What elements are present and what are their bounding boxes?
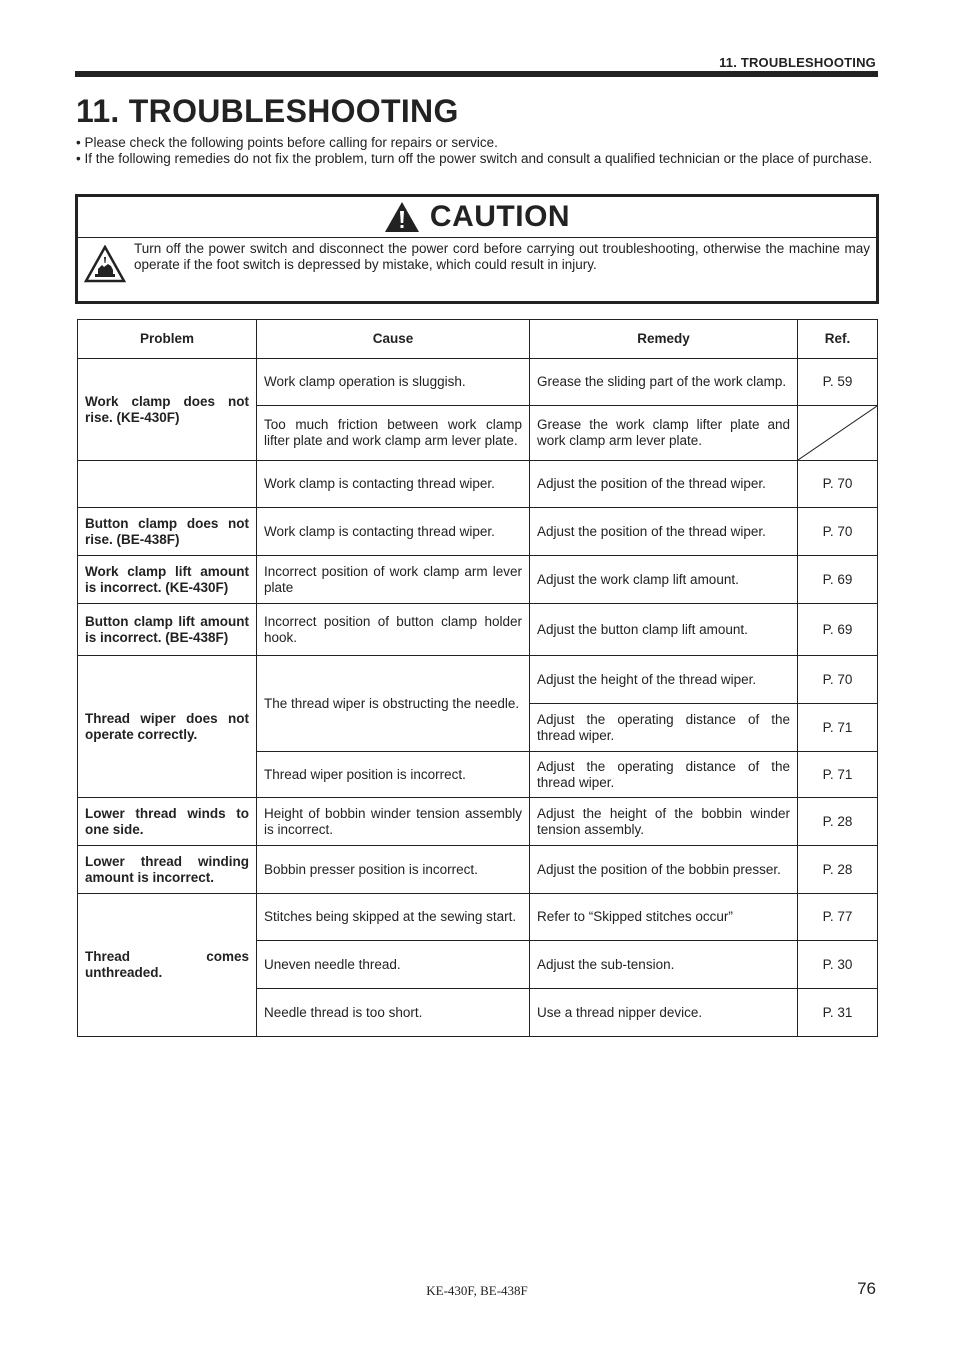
table-header-row xyxy=(78,320,878,359)
remedy-cell: Adjust the position of the thread wiper. xyxy=(530,508,798,556)
remedy-cell: Use a thread nipper device. xyxy=(530,989,798,1037)
ref-cell: P. 59 xyxy=(798,359,878,406)
remedy-cell: Adjust the position of the thread wiper. xyxy=(530,461,798,508)
intro-note: • If the following remedies do not fix the problem, turn off the power switch and consult a qualified technician or the place of purchase. xyxy=(76,151,873,166)
cause-cell: Height of bobbin winder tension assembly is incorrect. xyxy=(257,798,530,846)
remedy-cell: Adjust the button clamp lift amount. xyxy=(530,604,798,656)
column-header-ref: Ref. xyxy=(798,320,878,359)
table-row xyxy=(78,846,878,894)
table-row xyxy=(78,359,878,406)
table-row xyxy=(78,604,878,656)
ref-cell: P. 28 xyxy=(798,846,878,894)
cause-cell: Bobbin presser position is incorrect. xyxy=(257,846,530,894)
model-label: KE-430F, BE-438F xyxy=(426,1283,528,1298)
problem-cell: Work clamp lift amount is incorrect. (KE-430F) xyxy=(78,556,257,604)
ref-cell: P. 69 xyxy=(798,556,878,604)
page-number: 76 xyxy=(857,1279,876,1298)
cause-cell: Work clamp operation is sluggish. xyxy=(257,359,530,406)
cause-cell: Needle thread is too short. xyxy=(257,989,530,1037)
remedy-cell: Adjust the height of the thread wiper. xyxy=(530,656,798,704)
problem-cell: Thread wiper does not operate correctly. xyxy=(78,656,257,798)
cause-cell: Incorrect position of button clamp holder hook. xyxy=(257,604,530,656)
cause-cell: The thread wiper is obstructing the needle. xyxy=(257,656,530,752)
intro-note: • Please check the following points before calling for repairs or service. xyxy=(76,135,498,150)
cause-cell: Uneven needle thread. xyxy=(257,941,530,989)
warning-triangle-icon xyxy=(384,201,420,233)
remedy-cell: Grease the sliding part of the work clamp. xyxy=(530,359,798,406)
intro-notes xyxy=(76,135,876,167)
caution-text: Turn off the power switch and disconnect the power cord before carrying out troubleshooting, otherwise the machine may operate if the foot switch is depressed by mistake, which could result in injury. xyxy=(134,241,870,272)
table-row xyxy=(78,556,878,604)
section-header-label: 11. TROUBLESHOOTING xyxy=(719,55,876,70)
column-header-problem: Problem xyxy=(78,320,257,359)
column-header-cause: Cause xyxy=(257,320,530,359)
page-title: 11. TROUBLESHOOTING xyxy=(76,93,459,129)
remedy-cell: Adjust the height of the bobbin winder tension assembly. xyxy=(530,798,798,846)
remedy-cell: Grease the work clamp lifter plate and work clamp arm lever plate. xyxy=(530,406,798,461)
ref-cell: P. 71 xyxy=(798,704,878,752)
cause-cell: Stitches being skipped at the sewing start. xyxy=(257,894,530,941)
problem-cell xyxy=(78,461,257,508)
remedy-cell: Adjust the operating distance of the thread wiper. xyxy=(530,752,798,798)
problem-cell: Lower thread winds to one side. xyxy=(78,798,257,846)
problem-cell: Button clamp lift amount is incorrect. (BE-438F) xyxy=(78,604,257,656)
table-row xyxy=(78,798,878,846)
table-row xyxy=(78,894,878,941)
cause-cell: Too much friction between work clamp lifter plate and work clamp arm lever plate. xyxy=(257,406,530,461)
problem-cell: Work clamp does not rise. (KE-430F) xyxy=(78,359,257,461)
remedy-cell: Adjust the operating distance of the thread wiper. xyxy=(530,704,798,752)
hand-hazard-icon xyxy=(84,245,126,283)
ref-cell-not-applicable xyxy=(798,406,878,461)
ref-cell: P. 69 xyxy=(798,604,878,656)
ref-cell: P. 71 xyxy=(798,752,878,798)
problem-cell: Button clamp does not rise. (BE-438F) xyxy=(78,508,257,556)
ref-cell: P. 70 xyxy=(798,461,878,508)
remedy-cell: Adjust the position of the bobbin presser. xyxy=(530,846,798,894)
ref-cell: P. 77 xyxy=(798,894,878,941)
cause-cell: Incorrect position of work clamp arm lever plate xyxy=(257,556,530,604)
diagonal-strike-icon xyxy=(798,406,877,460)
ref-cell: P. 31 xyxy=(798,989,878,1037)
remedy-cell: Adjust the work clamp lift amount. xyxy=(530,556,798,604)
table-row xyxy=(78,508,878,556)
remedy-cell: Adjust the sub-tension. xyxy=(530,941,798,989)
caution-title: CAUTION xyxy=(429,200,571,233)
caution-body xyxy=(78,238,876,283)
ref-cell: P. 70 xyxy=(798,508,878,556)
cause-cell: Thread wiper position is incorrect. xyxy=(257,752,530,798)
column-header-remedy: Remedy xyxy=(530,320,798,359)
cause-cell: Work clamp is contacting thread wiper. xyxy=(257,461,530,508)
table-row xyxy=(78,461,878,508)
caution-box xyxy=(75,194,879,304)
header-rule xyxy=(75,71,878,77)
table-row xyxy=(78,656,878,704)
troubleshooting-table xyxy=(77,319,878,1037)
ref-cell: P. 70 xyxy=(798,656,878,704)
cause-cell: Work clamp is contacting thread wiper. xyxy=(257,508,530,556)
remedy-cell: Refer to “Skipped stitches occur” xyxy=(530,894,798,941)
ref-cell: P. 28 xyxy=(798,798,878,846)
ref-cell: P. 30 xyxy=(798,941,878,989)
problem-cell: Lower thread winding amount is incorrect. xyxy=(78,846,257,894)
caution-header xyxy=(78,197,876,238)
problem-cell: Thread comes unthreaded. xyxy=(78,894,257,1037)
